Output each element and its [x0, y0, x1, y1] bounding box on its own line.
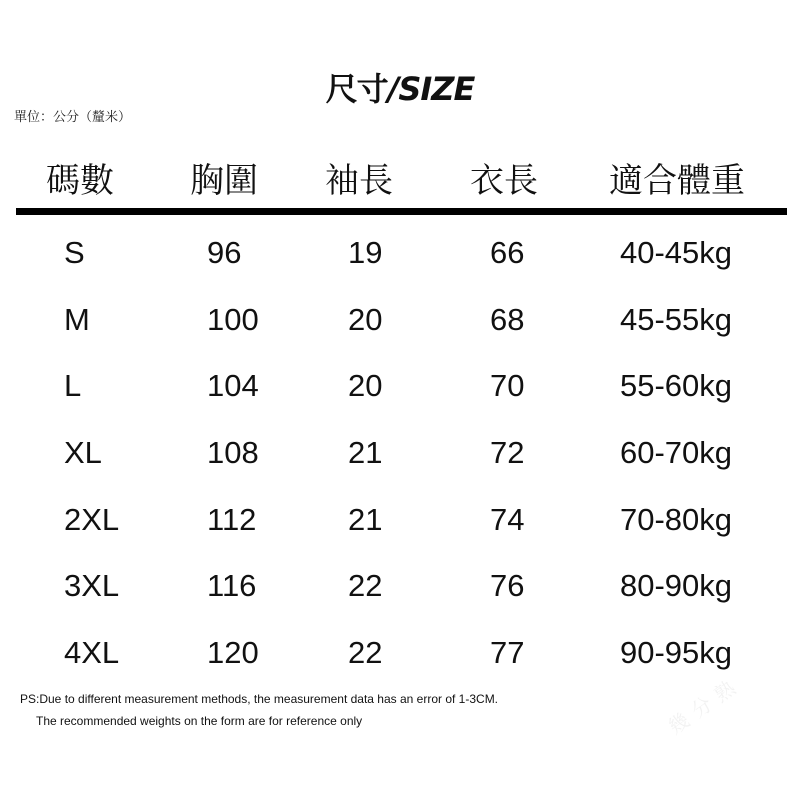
cell-sleeve: 22: [348, 635, 383, 670]
weight-reference-note: The recommended weights on the form are for reference only: [36, 714, 363, 728]
cell-weight: 70-80kg: [620, 502, 733, 537]
cell-size: M: [64, 302, 90, 337]
cell-weight: 45-55kg: [620, 302, 733, 337]
cell-weight: 55-60kg: [620, 368, 733, 403]
page-title-cjk: 尺寸: [325, 70, 388, 108]
cell-sleeve: 21: [348, 502, 383, 537]
cell-chest: 104: [207, 368, 259, 403]
header-divider: [16, 208, 787, 215]
cell-length: 76: [490, 568, 525, 603]
cell-size: S: [64, 235, 85, 270]
header-size: 碼數: [46, 161, 114, 201]
cell-sleeve: 22: [348, 568, 383, 603]
measurement-error-note: PS:Due to different measurement methods, the measurement data has an error of 1-3CM.: [20, 692, 499, 706]
cell-length: 77: [490, 635, 525, 670]
cell-size: 2XL: [64, 502, 120, 537]
watermark: 幾分熟: [663, 671, 747, 739]
cell-size: 3XL: [64, 568, 120, 603]
cell-sleeve: 20: [348, 368, 383, 403]
table-row: [0, 495, 800, 545]
cell-size: XL: [64, 435, 102, 470]
cell-weight: 90-95kg: [620, 635, 733, 670]
cell-size: 4XL: [64, 635, 120, 670]
cell-weight: 60-70kg: [620, 435, 733, 470]
header-garment-length: 衣長: [470, 161, 538, 201]
table-row: [0, 295, 800, 345]
cell-length: 72: [490, 435, 525, 470]
cell-weight: 40-45kg: [620, 235, 733, 270]
page-title: [0, 64, 800, 110]
table-row: [0, 428, 800, 478]
header-sleeve-length: 袖長: [325, 161, 393, 201]
table-header-row: [0, 156, 800, 206]
cell-sleeve: 21: [348, 435, 383, 470]
table-row: [0, 561, 800, 611]
cell-chest: 100: [207, 302, 259, 337]
cell-chest: 120: [207, 635, 259, 670]
cell-weight: 80-90kg: [620, 568, 733, 603]
table-row: [0, 228, 800, 278]
cell-chest: 108: [207, 435, 259, 470]
page-title-latin: /SIZE: [387, 70, 475, 108]
cell-sleeve: 20: [348, 302, 383, 337]
cell-length: 74: [490, 502, 525, 537]
table-row: [0, 361, 800, 411]
header-chest: 胸圍: [190, 161, 258, 201]
cell-sleeve: 19: [348, 235, 383, 270]
header-suitable-weight: 適合體重: [609, 161, 745, 201]
cell-length: 68: [490, 302, 525, 337]
cell-length: 70: [490, 368, 525, 403]
cell-chest: 112: [207, 502, 257, 537]
cell-chest: 116: [207, 568, 257, 603]
cell-length: 66: [490, 235, 525, 270]
table-row: [0, 628, 800, 678]
unit-note: 單位：公分（釐米）: [14, 110, 132, 125]
cell-chest: 96: [207, 235, 242, 270]
cell-size: L: [64, 368, 82, 403]
